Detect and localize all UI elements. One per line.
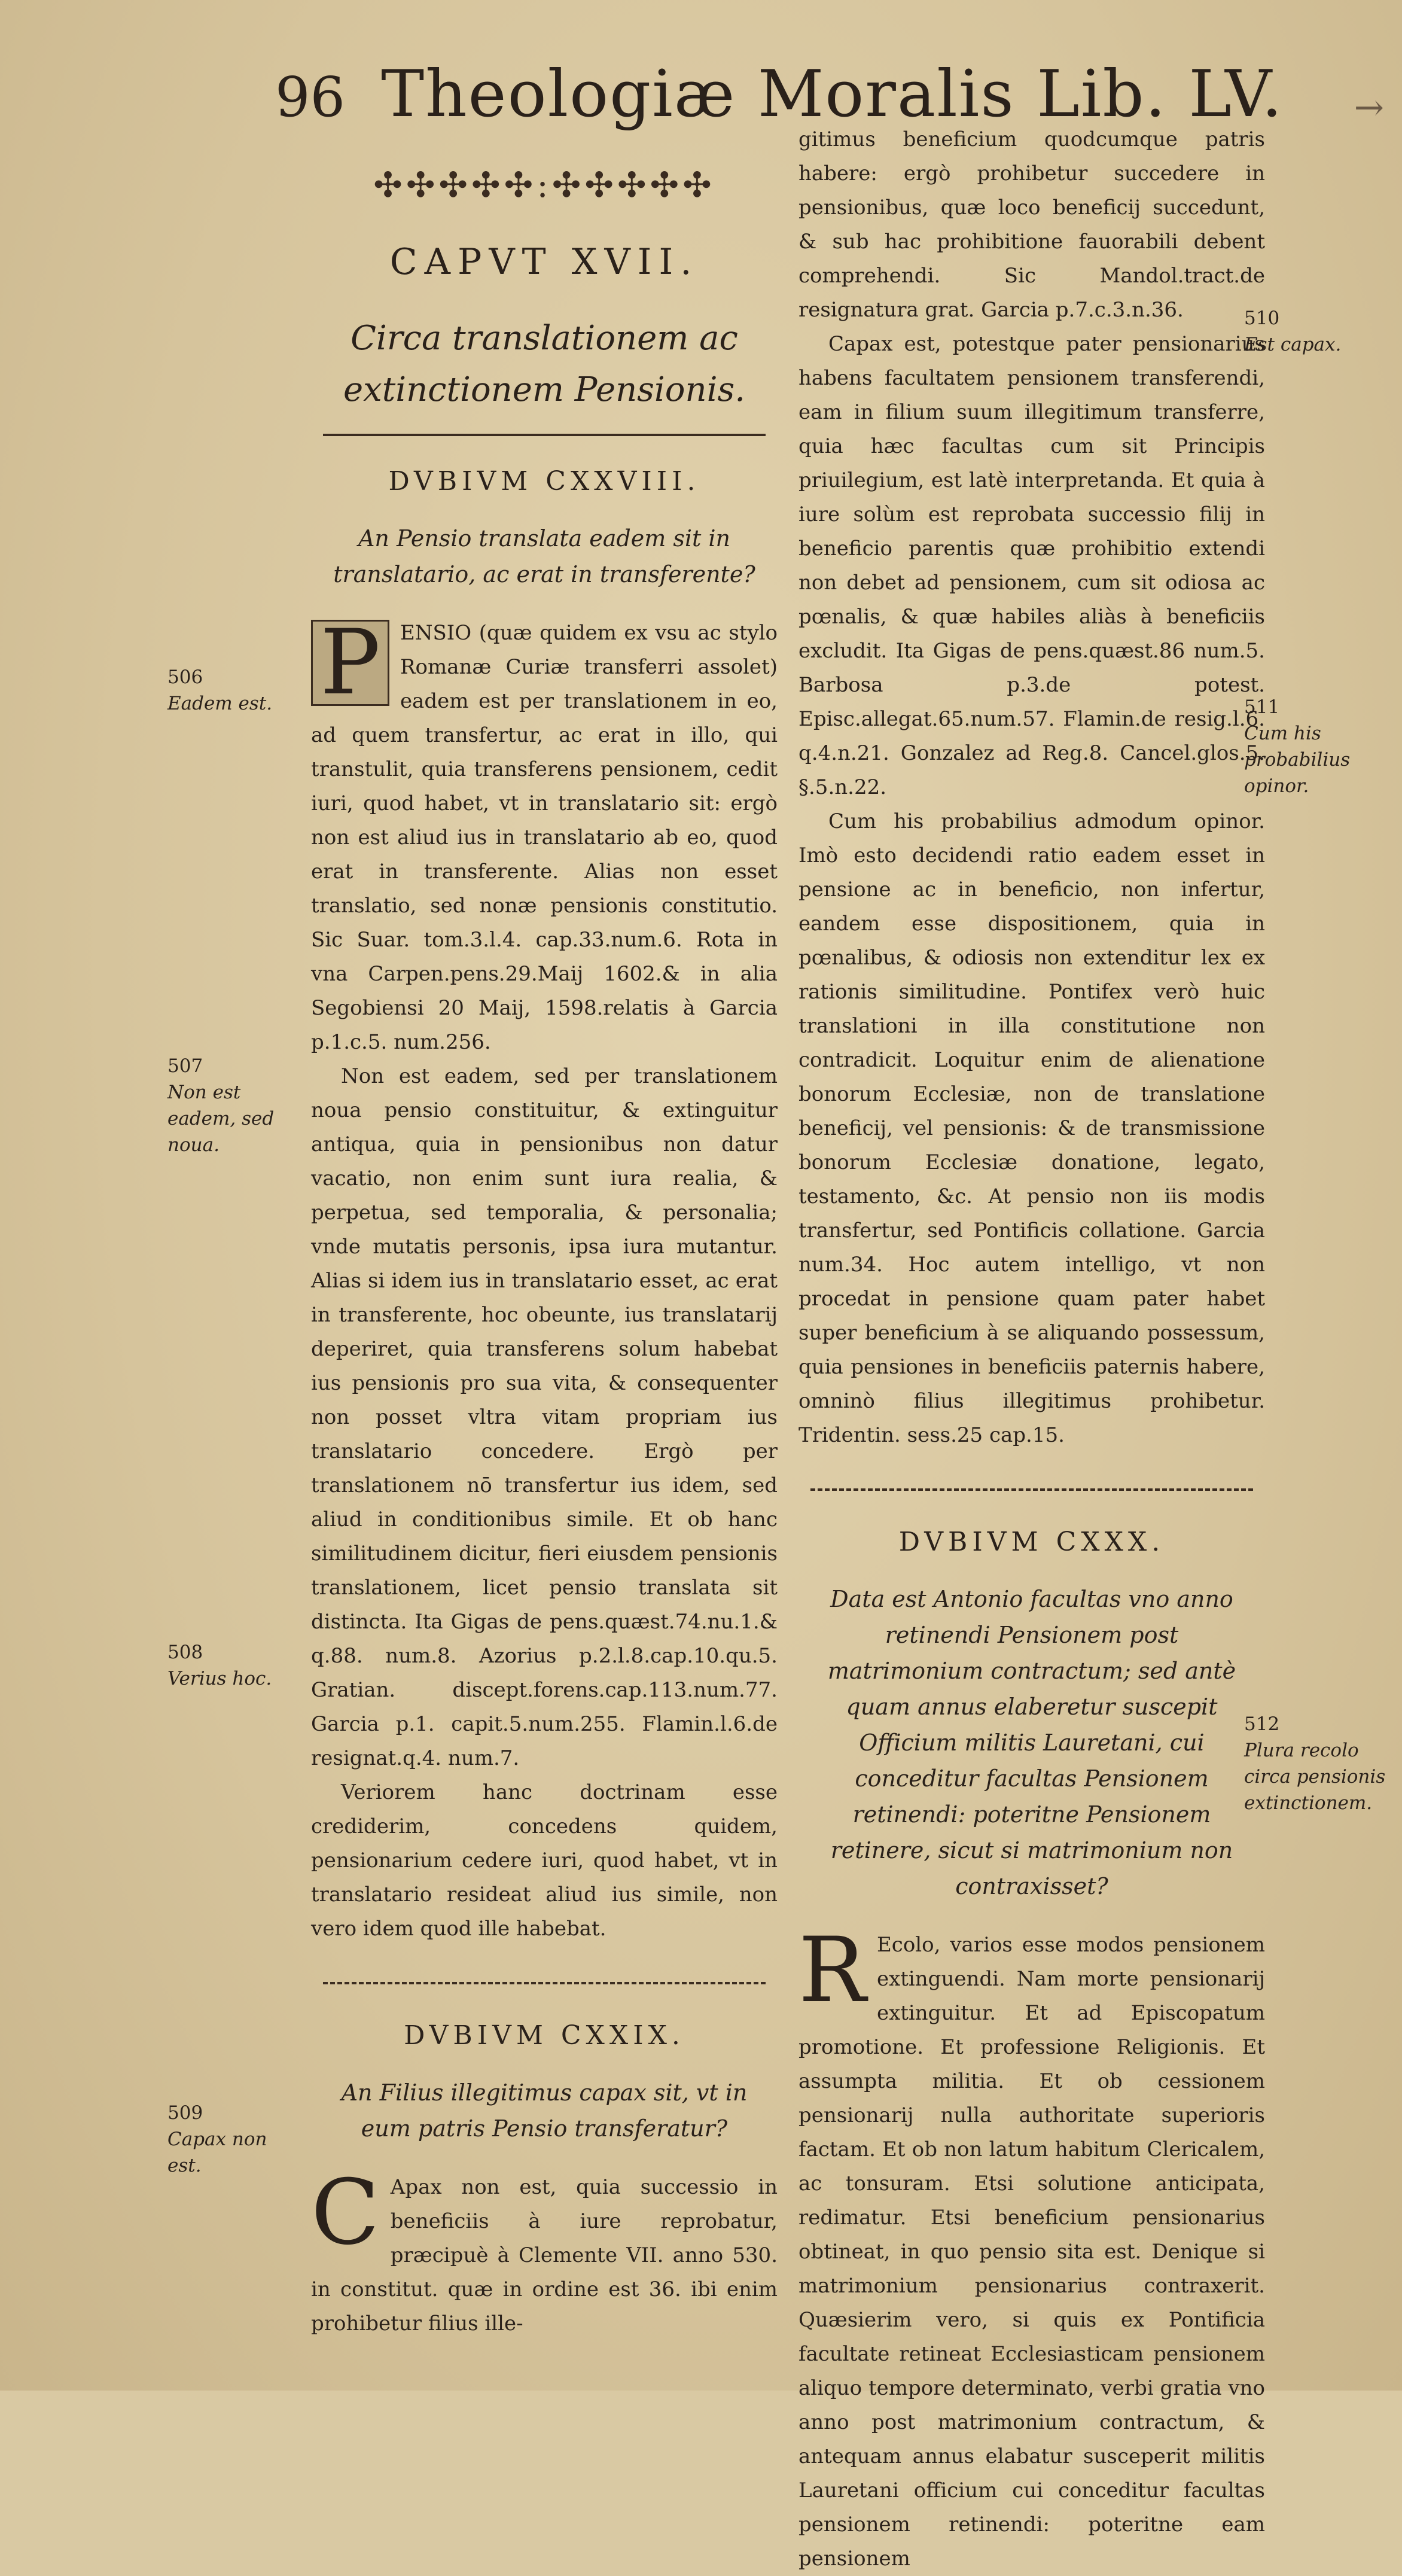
paragraph-text: ENSIO (quæ quidem ex vsu ac stylo Romanæ Curiæ transferri assolet) eadem est per translationem in eo, ad quem transfertur, ac erat in illo, qui transtulit, quia transferens pensionem, cedit iuri, quod habet, vt in translatario sit: ergò non est aliud ius in translatario ab eo, quod erat in transferente. Alias non esset translatio, sed nonæ pensionis constitutio. Sic Suar. tom.3.l.4. cap.33.num.6. Rota in vna Carpen.pens.29.Maij 1602.& in alia Segobiensi 20 Maij, 1598.relatis à Garcia p.1.c.5. num.256. xyxy=(311,621,778,1054)
margin-note-number: 511 xyxy=(1244,696,1280,718)
divider xyxy=(810,1488,1253,1491)
right-column xyxy=(798,123,1265,2576)
dubium-heading: DVBIVM CXXIX. xyxy=(404,2020,685,2051)
paragraph: Non est eadem, sed per translationem noua pensio constituitur, & extinguitur antiqua, quia in pensionibus non datur vacatio, non enim sunt iura realia, & perpetua, sed temporalia, & personalia; vnde mutatis personis, ipsa iura mutantur. Alias si idem ius in translatario esset, ac erat in transferente, hoc obeunte, ius translatarij deperiret, quia transferens solum habebat ius pensionis pro sua vita, & consequenter non posset vltra vitam propriam ius translatario concedere. Ergò per translationem nō transfertur ius idem, sed aliud in conditionibus simile. Et ob hanc similitudinem dicitur, fieri eiusdem pensionis translationem, licet pensio translata sit distincta. Ita Gigas de pens.quæst.74.nu.1.& q.88. num.8. Azorius p.2.l.8.cap.10.qu.5. Gratian. discept.forens.cap.113.num.77. Garcia p.1. capit.5.num.255. Flamin.l.6.de resignat.q.4. num.7. xyxy=(311,1064,778,1770)
divider xyxy=(323,434,766,436)
margin-note xyxy=(167,1053,305,1158)
paragraph: Capax est, potestque pater pensionarius habens facultatem pensionem transferendi, eam in filium suum illegitimum transferre, quia hæc facultas cum sit Principis priuilegium, est latè interpretanda. Et quia à iure solùm est reprobata successio filij in beneficio parentis quæ prohibitio extendi non debet ad pensionem, cum sit odiosa ac pœnalis, & quæ habiles aliàs à beneficiis excludit. Ita Gigas de pens.quæst.86 num.5. Barbosa p.3.de potest. Episc.allegat.65.num.57. Flamin.de resig.l.6. q.4.n.21. Gonzalez ad Reg.8. Cancel.glos.5. §.5.n.22. xyxy=(798,332,1265,799)
ornament-band: ✣✣✣✣✣:✣✣✣✣✣ xyxy=(373,165,715,205)
margin-note xyxy=(167,1639,305,1692)
drop-cap: R xyxy=(798,1919,866,2023)
drop-cap: C xyxy=(311,2161,380,2265)
margin-note-text: Non est eadem, sed noua. xyxy=(167,1082,275,1156)
paragraph-text: Apax non est, quia successio in beneficiis à iure reprobatur, præcipuè à Clemente VII. anno 530. in constitut. quæ in ordine est 36. ibi enim prohibetur filius ille- xyxy=(311,2175,778,2336)
paragraph xyxy=(311,2161,778,2341)
dubium-heading: DVBIVM CXXX. xyxy=(898,1527,1165,1557)
margin-note-text: Plura recolo circa pensionis extinctionem. xyxy=(1244,1740,1386,1814)
margin-note-number: 512 xyxy=(1244,1713,1280,1735)
margin-note xyxy=(1244,694,1388,799)
paragraph: Cum his probabilius admodum opinor. Imò esto decidendi ratio eadem esset in pensione ac in beneficio, non infertur, eandem esse dispositionem, quia in pœnalibus, & odiosis non extenditur lex ex rationis similitudine. Pontifex verò huic translationi in illa constitutione non contradicit. Loquitur enim de alienatione bonorum Ecclesiæ, non de translatione beneficij, vel pensionis: & de transmissione bonorum Ecclesiæ donatione, legato, testamento, &c. At pensio non iis modis transfertur, sed Pontificis collatione. Garcia num.34. Hoc autem intelligo, vt non procedat in pensione quam pater habet super beneficium à se aliquando possessum, quia pensiones in beneficiis paternis habere, omninò filius illegitimus prohibetur. Tridentin. sess.25 cap.15. xyxy=(798,809,1265,1447)
margin-note-text: Eadem est. xyxy=(167,693,273,714)
margin-note-number: 507 xyxy=(167,1055,203,1077)
chapter-subtitle: Circa translationem ac extinctionem Pensionis. xyxy=(343,319,746,409)
margin-note xyxy=(1244,1711,1388,1816)
margin-note xyxy=(167,2100,305,2179)
margin-note-number: 506 xyxy=(167,666,203,688)
margin-note-text: Capax non est. xyxy=(167,2129,267,2176)
divider xyxy=(323,1982,766,1984)
margin-note-number: 508 xyxy=(167,1642,203,1663)
paragraph: Veriorem hanc doctrinam esse crediderim, concedens quidem, pensionarium cedere iuri, quod habet, vt in translatario resideat aliud ius simile, non vero idem quod ille habebat. xyxy=(311,1780,778,1941)
chapter-heading: CAPVT XVII. xyxy=(389,241,699,283)
left-column xyxy=(311,159,778,2341)
margin-note-text: Cum his probabilius opinor. xyxy=(1244,723,1351,797)
margin-note-text: Est capax. xyxy=(1244,334,1342,355)
paragraph xyxy=(798,1919,1265,2576)
margin-note-number: 509 xyxy=(167,2102,203,2124)
margin-note xyxy=(1244,305,1388,358)
drop-cap: P xyxy=(311,620,389,706)
paragraph: gitimus beneficium quodcumque patris habere: ergò prohibetur succedere in pensionibus, quæ loco beneficij succedunt, & sub hac prohibitione fauorabili debent comprehendi. Sic Mandol.tract.de resignatura grat. Garcia p.7.c.3.n.36. xyxy=(798,127,1265,322)
page-number: 96 xyxy=(275,65,346,129)
margin-note-text: Verius hoc. xyxy=(167,1668,272,1689)
dubium-heading: DVBIVM CXXVIII. xyxy=(388,466,700,497)
margin-note-number: 510 xyxy=(1244,307,1280,329)
paragraph xyxy=(311,611,778,1059)
arrow-icon: → xyxy=(1354,87,1384,129)
margin-note xyxy=(167,664,305,717)
dubium-question: Data est Antonio facultas vno anno retinendi Pensionem post matrimonium contractum; sed antè quam annus elaberetur suscepit Officium militis Lauretani, cui conceditur facultas Pensionem retinendi: poteritne Pensionem retinere, sicut si matrimonium non contraxisset? xyxy=(827,1586,1236,1899)
dubium-question: An Pensio translata eadem sit in translatario, ac erat in transferente? xyxy=(333,525,755,587)
paragraph-text: Ecolo, varios esse modos pensionem extinguendi. Nam morte pensionarij extinguitur. Et ad Episcopatum promotione. Et professione Religionis. Et assumpta militia. Et ob cessionem pensionarij nulla authoritate superioris factam. Et ob non latum habitum Clericalem, ac tonsuram. Etsi solutione anticipata, redimatur. Etsi beneficium pensionarius obtineat, in quo pensio sita est. Denique si matrimonium pensionarius contraxerit. Quæsierim vero, si quis ex Pontificia facultate retineat Ecclesiasticam pensionem aliquo tempore determinato, verbi gratia vno anno post matrimonium contractum, & antequam annus elabatur susceperit militis Lauretani officium cui conceditur facultas pensionem retinendi: poteritne eam pensionem xyxy=(798,1933,1265,2571)
dubium-question: An Filius illegitimus capax sit, vt in eum patris Pensio transferatur? xyxy=(341,2079,748,2142)
running-title: Theologiæ Moralis Lib. LV. xyxy=(381,57,1284,132)
